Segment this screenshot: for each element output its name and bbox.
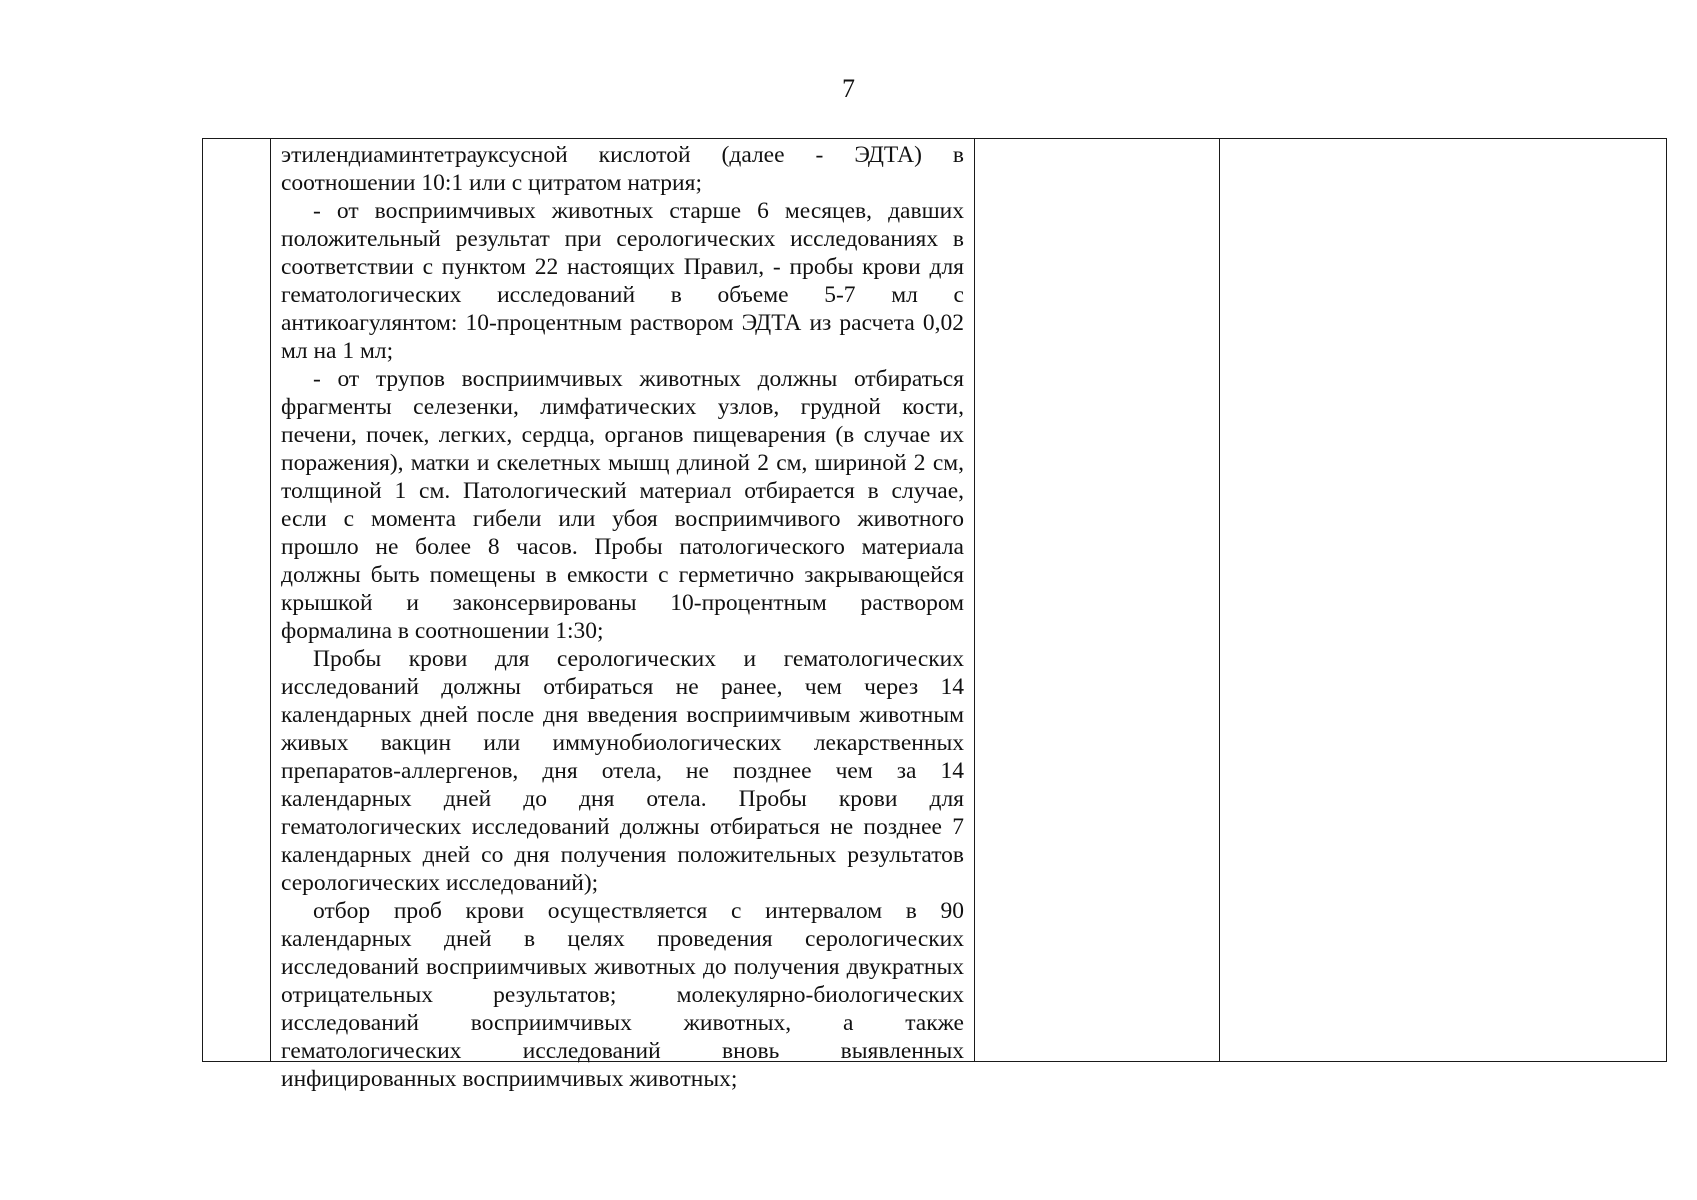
column-divider-3: [1219, 139, 1220, 1061]
column-divider-1: [270, 139, 271, 1061]
page-number: 7: [842, 74, 855, 103]
column-divider-2: [974, 139, 975, 1061]
paragraph-carcass-samples: - от трупов восприимчивых животных должны отбираться фрагменты селезенки, лимфатических узлов, грудной кости, печени, почек, легких, сердца, органов пищеварения (в случае их поражения), матки и скелетных мышц длиной 2 см, шириной 2 см, толщиной 1 см. Патологический материал отбирается в случае, если с момента гибели или убоя восприимчивого животного прошло не более 8 часов. Пробы патологического материала должны быть помещены в емкости с герметично закрывающейся крышкой и законсервированы 10-процентным раствором формалина в соотношении 1:30;: [281, 366, 964, 644]
paragraph-sampling-timing: Пробы крови для серологических и гематологических исследований должны отбираться не ранее, чем через 14 календарных дней после дня введения восприимчивым животным живых вакцин или иммунобиологических лекарственных препаратов-аллергенов, дня отела, не позднее чем за 14 календарных дней до дня отела. Пробы крови для гематологических исследований должны отбираться не позднее 7 календарных дней со дня получения положительных результатов серологических исследований);: [281, 646, 964, 896]
paragraph-sampling-interval: отбор проб крови осуществляется с интервалом в 90 календарных дней в целях проведения серологических исследований восприимчивых животных до получения двукратных отрицательных результатов; молекулярно-биологических исследований восприимчивых животных, а также гематологических исследований вновь выявленных инфицированных восприимчивых животных;: [281, 898, 964, 1092]
document-table: [202, 138, 1667, 1092]
paragraph-blood-samples-older-animals: - от восприимчивых животных старше 6 месяцев, давших положительный результат при серологических исследованиях в соответствии с пунктом 22 настоящих Правил, - пробы крови для гематологических исследований в объеме 5-7 мл с антикоагулянтом: 10-процентным раствором ЭДТА из расчета 0,02 мл на 1 мл;: [281, 198, 964, 364]
table-text-cell: [281, 141, 964, 1093]
paragraph-edta-continuation: этилендиаминтетрауксусной кислотой (далее - ЭДТА) в соотношении 10:1 или с цитратом натрия;: [281, 142, 964, 196]
